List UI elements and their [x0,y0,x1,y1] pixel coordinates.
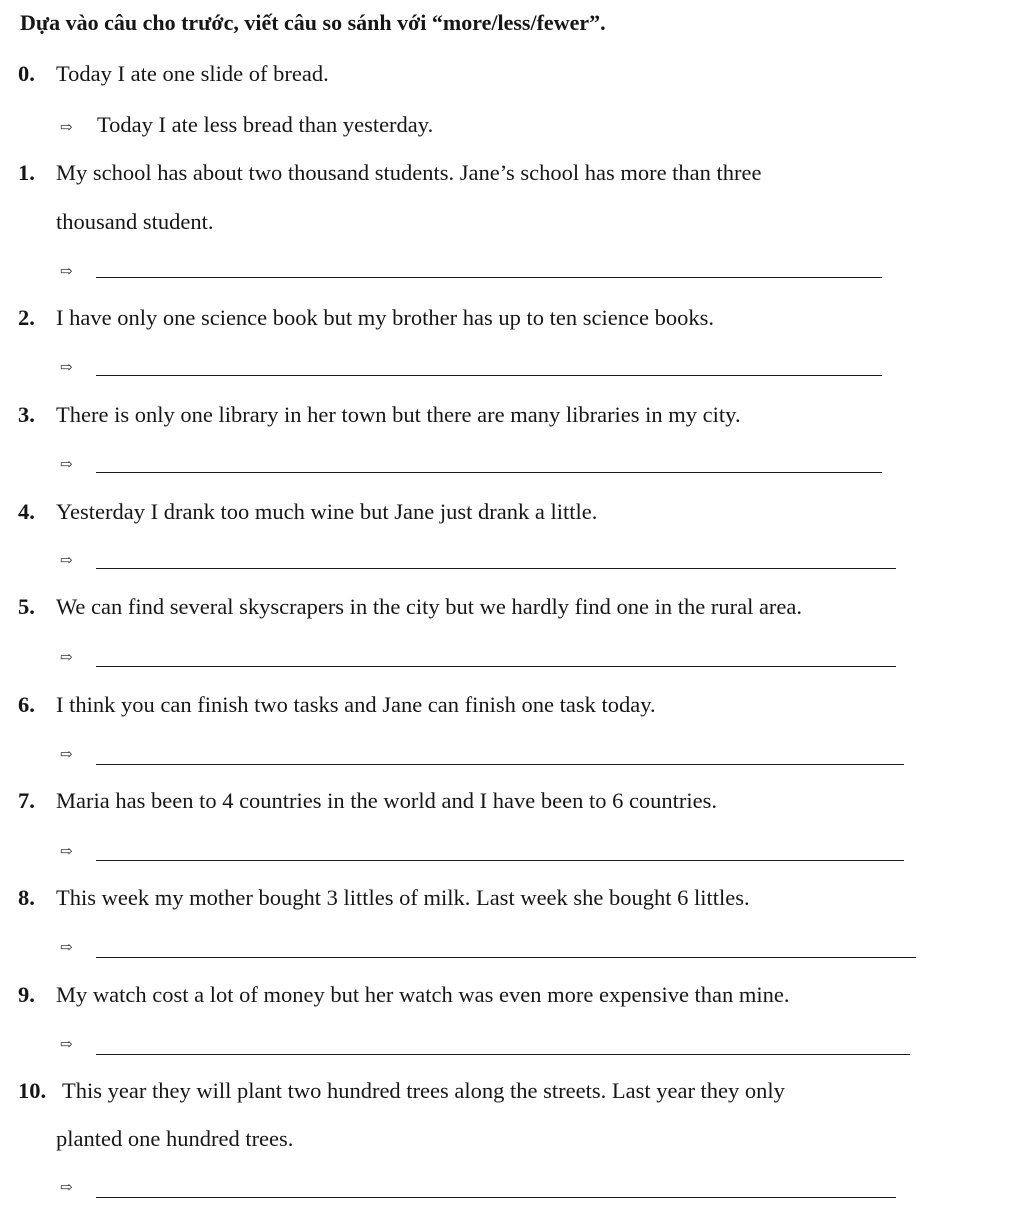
exercise-number: 0. [18,61,35,86]
exercise-sentence: There is only one library in her town but there are many libraries in my city. [56,402,741,427]
exercise-number: 10. [18,1078,47,1103]
arrow-icon: ⇨ [60,747,73,763]
exercise-sentence: I think you can finish two tasks and Jane can finish one task today. [56,692,656,717]
exercise-sentence: This week my mother bought 3 littles of milk. Last week she bought 6 littles. [56,885,750,910]
exercise-sentence: Yesterday I drank too much wine but Jane just drank a little. [56,499,598,524]
arrow-icon: ⇨ [60,264,73,280]
answer-blank-9[interactable] [96,1054,910,1055]
exercise-number: 1. [18,160,35,185]
answer-blank-6[interactable] [96,764,904,765]
exercise-sentence: I have only one science book but my brother has up to ten science books. [56,305,714,330]
arrow-icon: ⇨ [60,1180,73,1196]
exercise-number: 5. [18,594,35,619]
answer-blank-8[interactable] [96,957,916,958]
arrow-icon: ⇨ [60,650,73,666]
exercise-sentence: My school has about two thousand students. Jane’s school has more than three [56,160,762,185]
exercise-number: 7. [18,788,35,813]
arrow-icon: ⇨ [60,844,73,860]
arrow-icon: ⇨ [60,360,73,376]
exercise-sentence: This year they will plant two hundred trees along the streets. Last year they only [62,1078,785,1103]
answer-blank-7[interactable] [96,860,904,861]
exercise-sentence: Maria has been to 4 countries in the world and I have been to 6 countries. [56,788,718,813]
exercise-number: 8. [18,885,35,910]
arrow-icon: ⇨ [60,1037,73,1053]
arrow-icon: ⇨ [60,940,73,956]
answer-example: Today I ate less bread than yesterday. [97,112,434,137]
exercise-number: 2. [18,305,35,330]
exercise-sentence-continued: thousand student. [56,209,214,234]
exercise-sentence: We can find several skyscrapers in the city but we hardly find one in the rural area. [56,594,803,619]
arrow-icon: ⇨ [60,120,73,136]
arrow-icon: ⇨ [60,457,73,473]
exercise-number: 3. [18,402,35,427]
answer-blank-5[interactable] [96,666,896,667]
instruction-heading: Dựa vào câu cho trước, viết câu so sánh với “more/less/fewer”. [20,10,606,35]
answer-blank-4[interactable] [96,568,896,569]
exercise-number: 6. [18,692,35,717]
answer-blank-2[interactable] [96,375,882,376]
answer-blank-3[interactable] [96,472,882,473]
answer-blank-1[interactable] [96,277,882,278]
answer-blank-10[interactable] [96,1197,896,1198]
exercise-number: 4. [18,499,35,524]
exercise-number: 9. [18,982,35,1007]
exercise-sentence: My watch cost a lot of money but her watch was even more expensive than mine. [56,982,790,1007]
arrow-icon: ⇨ [60,553,73,569]
exercise-sentence-continued: planted one hundred trees. [56,1126,294,1151]
exercise-sentence: Today I ate one slide of bread. [56,61,329,86]
